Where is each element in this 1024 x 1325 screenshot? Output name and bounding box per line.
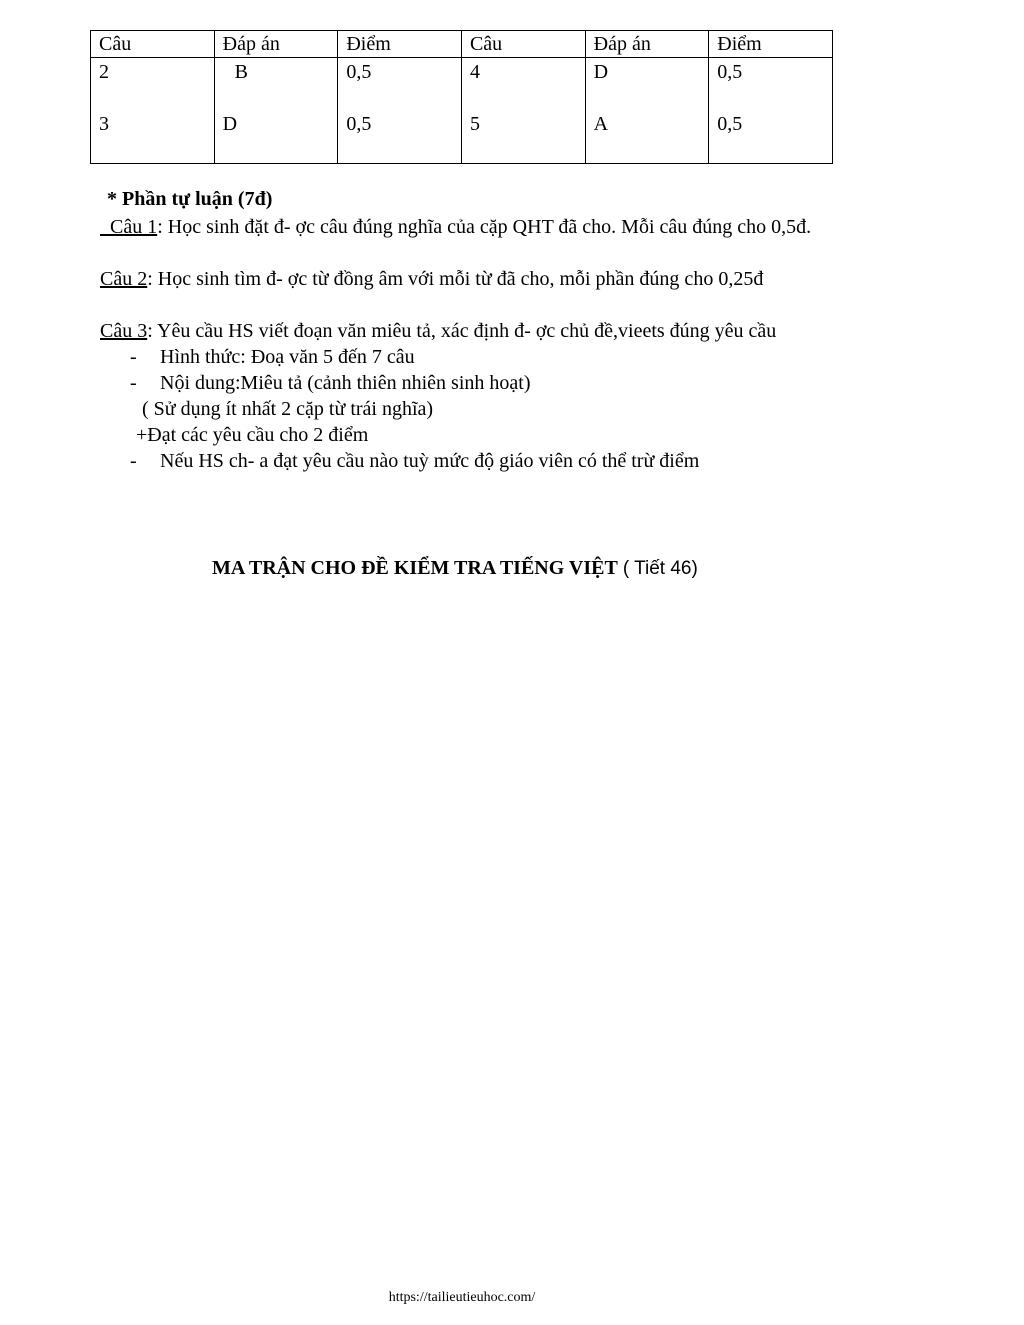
bullet-text: Nội dung:Miêu tả (cảnh thiên nhiên sinh hoạt) bbox=[160, 372, 531, 394]
table-cell-diem bbox=[338, 58, 462, 164]
footer bbox=[0, 1290, 1024, 1306]
question-1-label: Câu 1 bbox=[110, 216, 158, 238]
matrix-subtitle: ( Tiết 46) bbox=[622, 558, 698, 579]
note-line: ( Sử dụng ít nhất 2 cặp từ trái nghĩa) bbox=[142, 398, 434, 420]
cell-value: D bbox=[222, 113, 238, 135]
answer-table bbox=[90, 30, 833, 164]
table-header-row bbox=[91, 31, 833, 58]
cell-value: B bbox=[234, 61, 248, 83]
table-body-row bbox=[91, 58, 833, 164]
table-cell-dap-an bbox=[585, 58, 709, 164]
question-2 bbox=[100, 268, 763, 291]
cell-value: 0,5 bbox=[346, 113, 372, 135]
header-cau-2: Câu bbox=[461, 31, 585, 58]
table-cell-cau bbox=[461, 58, 585, 164]
bullet-item bbox=[130, 372, 530, 395]
table-cell-diem bbox=[709, 58, 833, 164]
question-2-label: Câu 2 bbox=[100, 268, 148, 290]
cell-value: A bbox=[593, 113, 609, 135]
header-cau-1: Câu bbox=[91, 31, 215, 58]
header-dap-an-2: Đáp án bbox=[585, 31, 709, 58]
header-diem-2: Điểm bbox=[709, 31, 833, 58]
question-2-text: : Học sinh tìm đ- ợc từ đồng âm với mỗi từ đã cho, mỗi phần đúng cho 0,25đ bbox=[147, 268, 764, 290]
cell-value: 3 bbox=[99, 113, 109, 135]
question-1-text: : Học sinh đặt đ- ợc câu đúng nghĩa của cặp QHT đã cho. Mỗi câu đúng cho 0,5đ. bbox=[157, 216, 812, 238]
bullet-dash: - bbox=[130, 450, 137, 472]
bullet-dash: - bbox=[130, 346, 137, 368]
matrix-heading bbox=[212, 557, 698, 580]
cell-value: 0,5 bbox=[717, 61, 743, 83]
cell-value: 4 bbox=[469, 61, 480, 83]
header-dap-an-1: Đáp án bbox=[214, 31, 338, 58]
cell-value: 2 bbox=[99, 61, 109, 83]
footer-url[interactable]: https://tailieutieuhoc.com/ bbox=[388, 1290, 536, 1305]
question-3-label: Câu 3 bbox=[100, 320, 148, 342]
bullet-text: Hình thức: Đoạ văn 5 đến 7 câu bbox=[160, 346, 415, 368]
bullet-item bbox=[130, 346, 415, 369]
cell-value: 0,5 bbox=[717, 113, 743, 135]
cell-value: 5 bbox=[469, 113, 480, 135]
question-3 bbox=[100, 320, 776, 343]
matrix-title: MA TRẬN CHO ĐỀ KIỂM TRA TIẾNG VIỆT bbox=[212, 557, 618, 579]
essay-heading: * Phần tự luận (7đ) bbox=[107, 188, 273, 210]
table-cell-cau bbox=[91, 58, 215, 164]
question-3-text: : Yêu cầu HS viết đoạn văn miêu tả, xác định đ- ợc chủ đề,vieets đúng yêu cầu bbox=[147, 320, 777, 342]
question-1 bbox=[100, 216, 811, 239]
bullet-item bbox=[130, 450, 699, 473]
cell-value: D bbox=[593, 61, 609, 83]
bullet-dash: - bbox=[130, 372, 137, 394]
requirement-line: +Đạt các yêu cầu cho 2 điểm bbox=[136, 424, 369, 446]
bullet-text: Nếu HS ch- a đạt yêu cầu nào tuỳ mức độ giáo viên có thể trừ điểm bbox=[160, 450, 700, 472]
header-diem-1: Điểm bbox=[338, 31, 462, 58]
table-cell-dap-an bbox=[214, 58, 338, 164]
cell-value: 0,5 bbox=[346, 61, 372, 83]
